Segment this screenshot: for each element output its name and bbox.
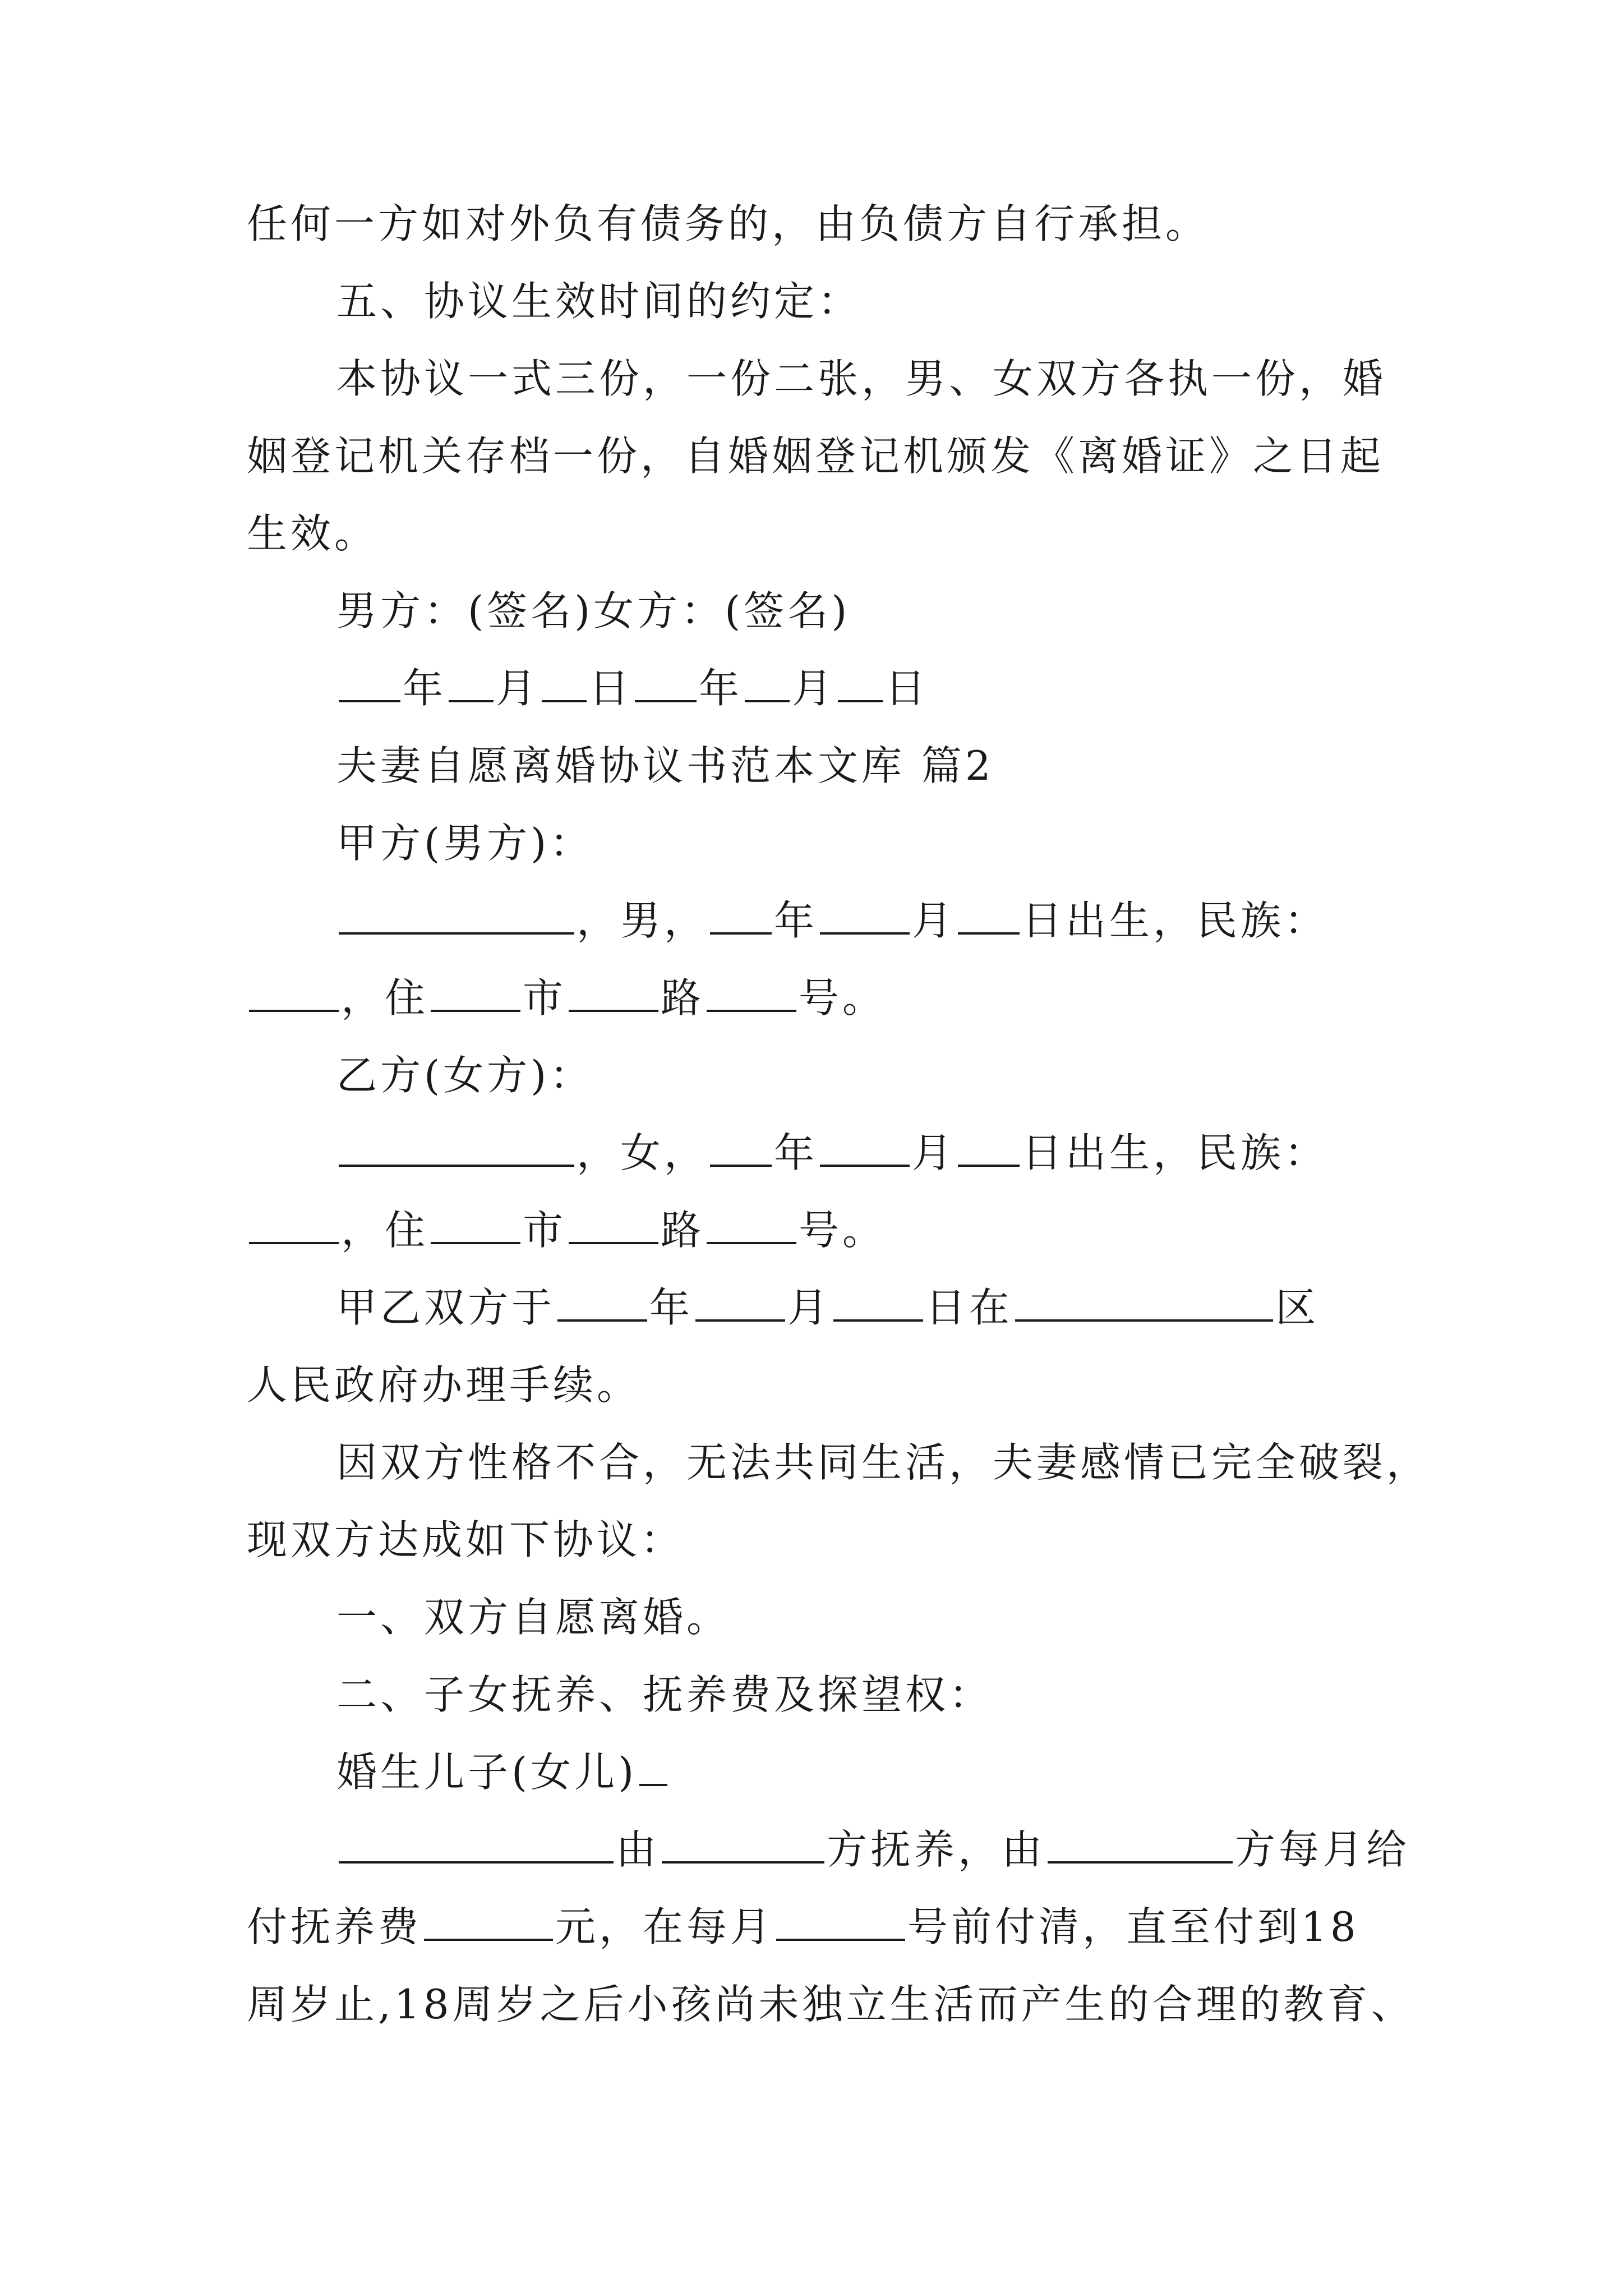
text-segment: 路 <box>661 974 705 1022</box>
blank-field <box>249 976 339 1012</box>
party-a-heading: 甲方(男方)： <box>336 820 594 867</box>
clause-line: 二、子女抚养、抚养费及探望权： <box>336 1671 993 1718</box>
signature-line: 男方：(签名)女方：(签名) <box>336 587 851 634</box>
blank-field <box>639 1750 667 1786</box>
date-month: 月 <box>792 665 836 712</box>
support-line <box>247 1811 1410 1888</box>
blank-field <box>745 666 790 702</box>
section-heading: 五、协议生效时间的约定： <box>336 278 862 325</box>
text-line: 人民政府办理手续。 <box>247 1361 641 1409</box>
blank-field <box>707 976 796 1012</box>
text-segment: 元，在每月 <box>555 1903 774 1950</box>
blank-field <box>542 666 587 702</box>
text-line: 现双方达成如下协议： <box>247 1516 685 1563</box>
blank-field <box>820 899 910 935</box>
text-segment: 由 <box>616 1826 660 1873</box>
date-year: 年 <box>699 665 743 712</box>
date-day: 日 <box>885 665 929 712</box>
party-b-info <box>247 1114 1385 1191</box>
text-segment: 月 <box>787 1284 832 1331</box>
text-segment: 号。 <box>799 1207 887 1254</box>
text-segment: 付抚养费 <box>247 1903 422 1950</box>
date-month: 月 <box>496 665 540 712</box>
text-segment: 路 <box>661 1207 705 1254</box>
text-line: 任何一方如对外负有债务的，由负债方自行承担。 <box>247 200 1210 247</box>
blank-field <box>710 1131 772 1167</box>
text-segment: ，住 <box>341 1207 429 1254</box>
text-segment: 婚生儿子(女儿) <box>336 1749 638 1796</box>
text-line: 因双方性格不合，无法共同生活，夫妻感情已完全破裂， <box>336 1439 1431 1486</box>
text-segment: 市 <box>523 1207 567 1254</box>
blank-field <box>431 976 520 1012</box>
blank-field <box>662 1828 824 1864</box>
blank-field <box>449 666 494 702</box>
date-year: 年 <box>403 665 447 712</box>
handling-line <box>247 1269 1385 1346</box>
text-segment: 市 <box>523 974 567 1022</box>
text-segment: 区 <box>1275 1284 1320 1331</box>
blank-field <box>776 1905 905 1941</box>
blank-field <box>833 1286 923 1322</box>
date-line <box>247 650 1385 727</box>
party-a-info <box>247 882 1385 959</box>
text-segment: 方每月给 <box>1235 1826 1410 1873</box>
text-segment: 方抚养，由 <box>827 1826 1046 1873</box>
text-segment: 年 <box>774 897 818 944</box>
party-b-address <box>247 1191 1385 1269</box>
blank-field <box>569 1208 658 1244</box>
blank-field <box>635 666 697 702</box>
blank-field <box>1015 1286 1273 1322</box>
blank-field <box>339 899 574 935</box>
date-day: 日 <box>589 665 633 712</box>
text-segment: ，女， <box>577 1129 708 1176</box>
document-page <box>247 185 1431 2043</box>
blank-field <box>569 976 658 1012</box>
clause-line: 一、双方自愿离婚。 <box>336 1594 731 1641</box>
text-segment: 号。 <box>799 974 887 1022</box>
blank-field <box>838 666 883 702</box>
blank-field <box>695 1286 785 1322</box>
party-a-address <box>247 959 1385 1037</box>
text-segment: 月 <box>912 897 956 944</box>
blank-field <box>249 1208 339 1244</box>
blank-field <box>958 899 1020 935</box>
child-line <box>247 1733 1385 1811</box>
blank-field <box>431 1208 520 1244</box>
text-segment: 日在 <box>925 1284 1013 1331</box>
blank-field <box>710 899 772 935</box>
party-b-heading: 乙方(女方)： <box>336 1052 594 1099</box>
blank-field <box>1048 1828 1233 1864</box>
text-segment: ，住 <box>341 974 429 1022</box>
text-segment: 号前付清，直至付到18 <box>907 1903 1359 1950</box>
blank-field <box>339 1131 574 1167</box>
text-segment: 甲乙双方于 <box>336 1284 556 1331</box>
text-segment: 年 <box>774 1129 818 1176</box>
blank-field <box>820 1131 910 1167</box>
blank-field <box>557 1286 647 1322</box>
text-segment: 月 <box>912 1129 956 1176</box>
blank-field <box>707 1208 796 1244</box>
support-fee-line <box>247 1888 1385 1966</box>
document-title: 夫妻自愿离婚协议书范本文库 篇2 <box>336 742 994 789</box>
text-segment: 日出生，民族： <box>1022 897 1329 944</box>
blank-field <box>958 1131 1020 1167</box>
text-line: 本协议一式三份，一份二张，男、女双方各执一份，婚 <box>336 355 1387 402</box>
text-line: 生效。 <box>247 510 379 557</box>
blank-field <box>424 1905 553 1941</box>
text-line: 姻登记机关存档一份，自婚姻登记机颁发《离婚证》之日起 <box>247 432 1385 480</box>
blank-field <box>339 1828 614 1864</box>
blank-field <box>339 666 400 702</box>
text-line: 周岁止,18周岁之后小孩尚未独立生活而产生的合理的教育、 <box>247 1981 1415 2028</box>
text-segment: 年 <box>649 1284 694 1331</box>
text-segment: 日出生，民族： <box>1022 1129 1329 1176</box>
text-segment: ，男， <box>577 897 708 944</box>
